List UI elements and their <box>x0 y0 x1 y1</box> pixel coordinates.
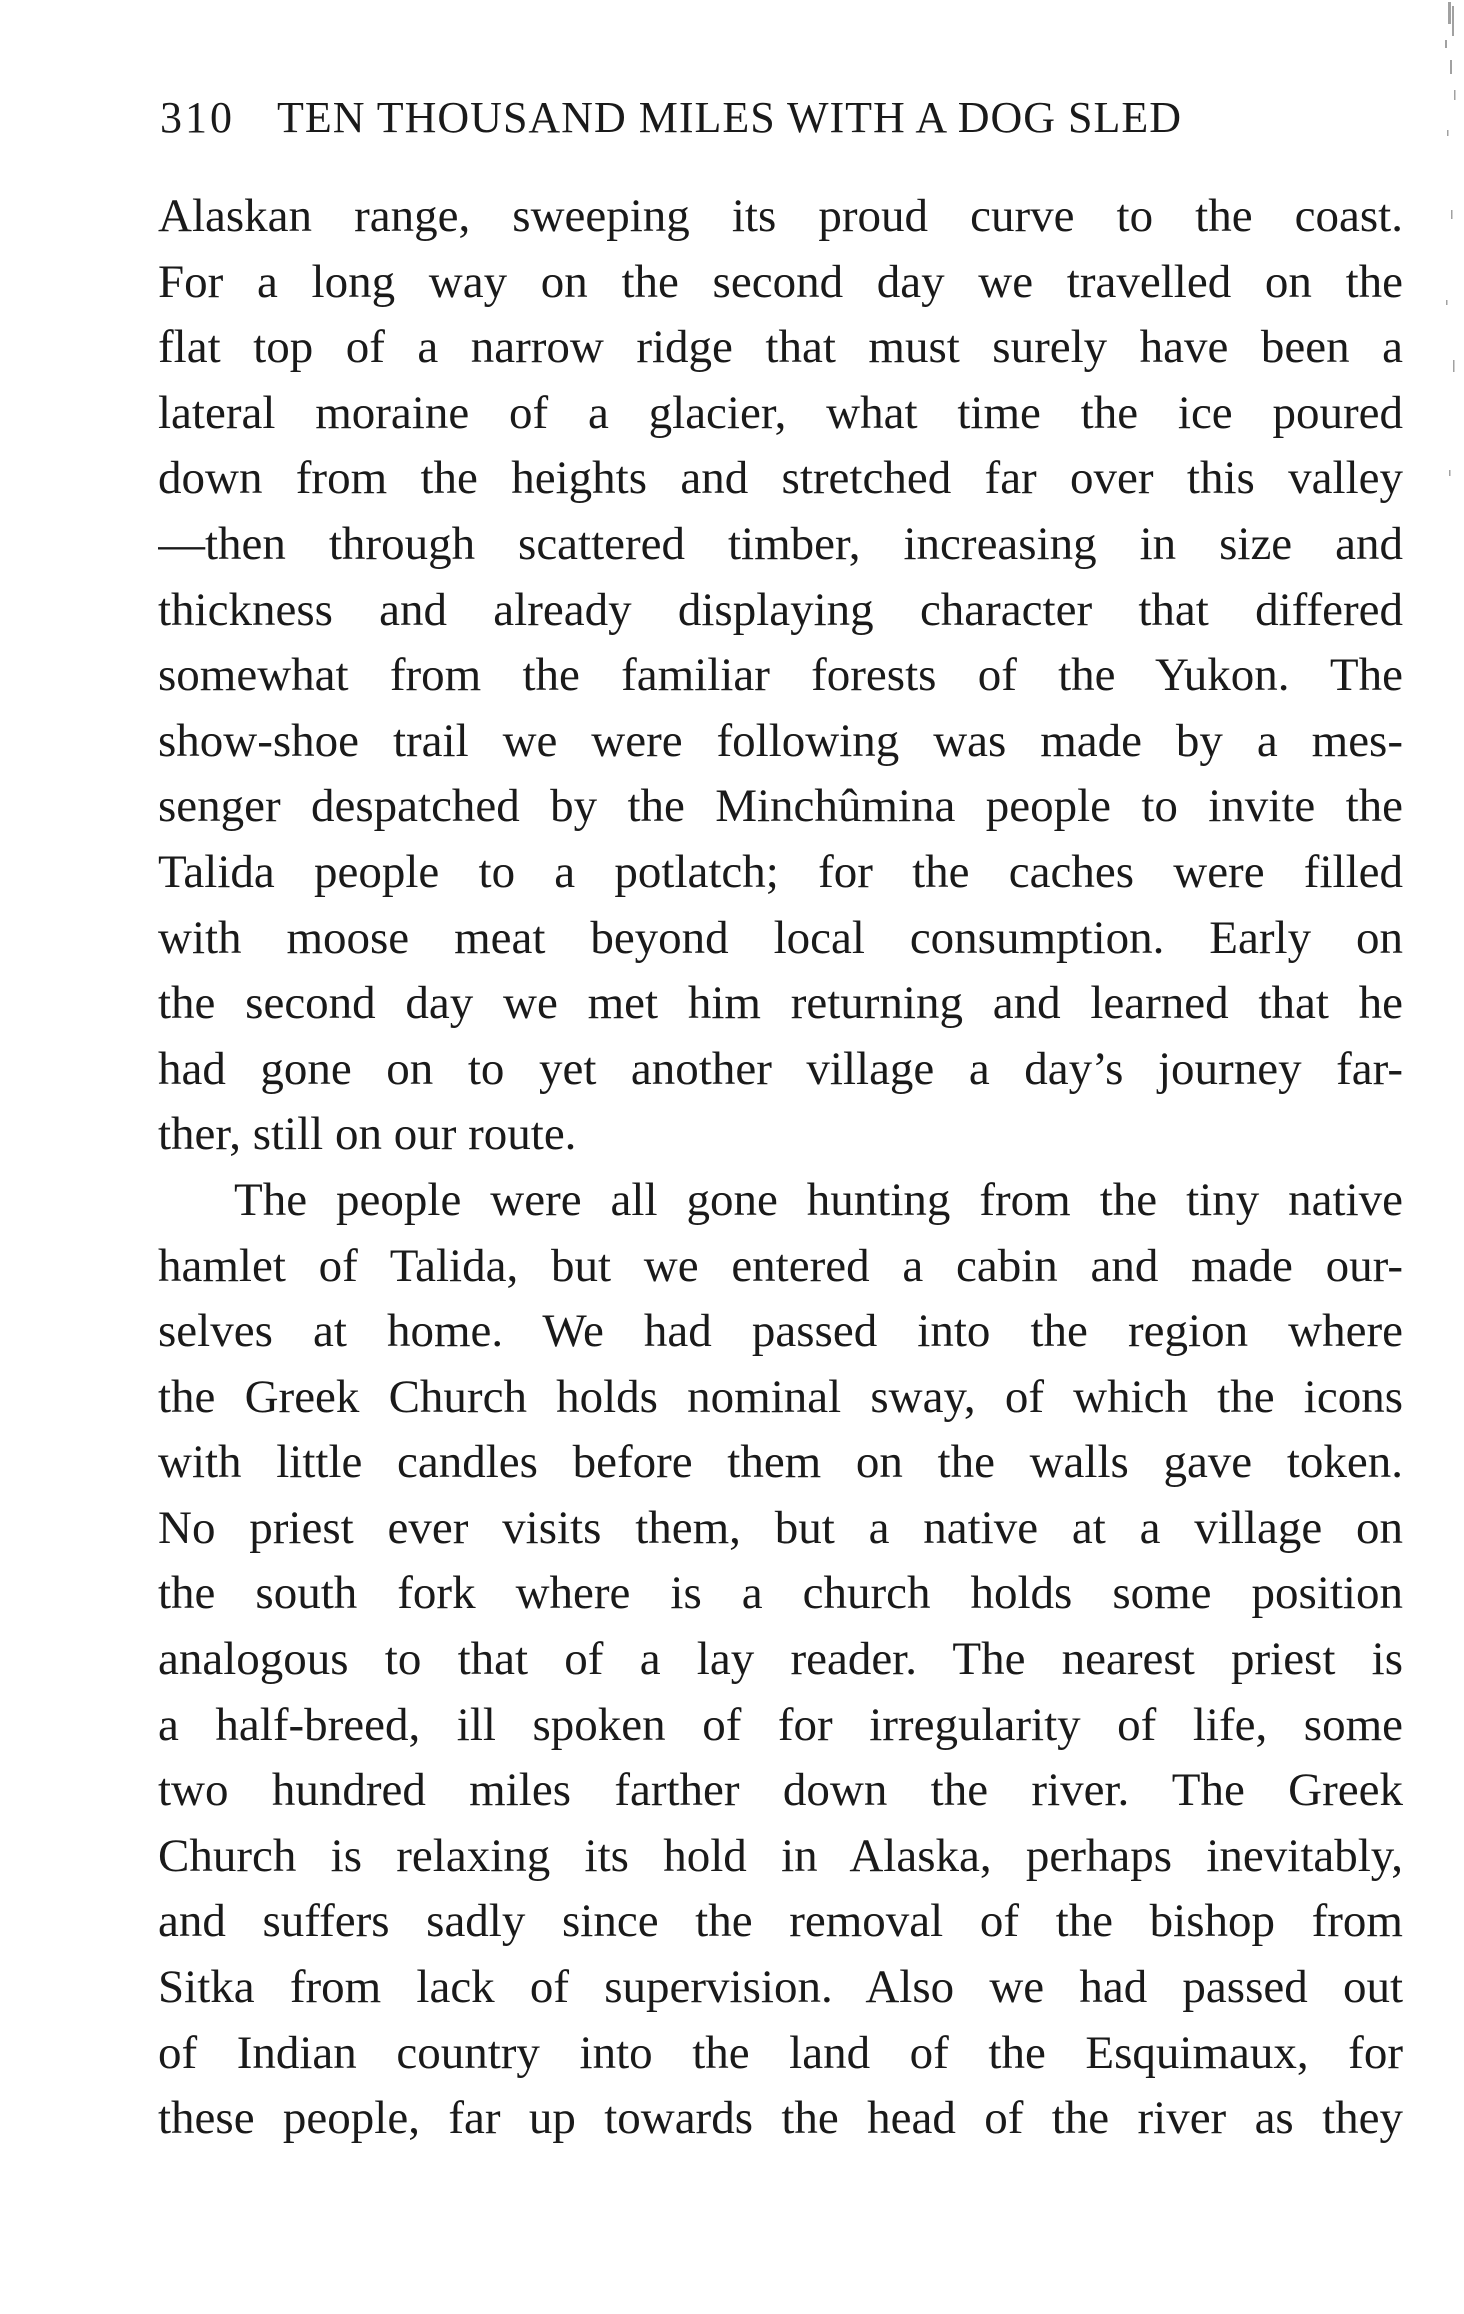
text-line: —then through scattered timber, increasing in size and <box>158 517 1403 570</box>
body-text <box>158 184 1403 2152</box>
text-line: two hundred miles farther down the river. The Greek <box>158 1764 1403 1817</box>
text-line: ther, still on our route. <box>158 1108 577 1161</box>
text-line: and suffers sadly since the removal of the bishop from <box>158 1895 1403 1948</box>
text-line: No priest ever visits them, but a native at a village on <box>158 1501 1403 1554</box>
text-line: with little candles before them on the walls gave token. <box>158 1436 1403 1489</box>
text-line: thickness and already displaying character that differed <box>158 583 1403 636</box>
paragraph-1 <box>158 184 1403 1168</box>
text-line: Sitka from lack of supervision. Also we had passed out <box>158 1961 1403 2014</box>
text-line: had gone on to yet another village a day’s journey far- <box>158 1042 1403 1095</box>
running-title: TEN THOUSAND MILES WITH A DOG SLED <box>277 93 1183 142</box>
text-line: of Indian country into the land of the Esquimaux, for <box>158 2026 1403 2079</box>
text-line: flat top of a narrow ridge that must surely have been a <box>158 321 1403 374</box>
text-line: senger despatched by the Minchûmina people to invite the <box>158 780 1403 833</box>
text-line: lateral moraine of a glacier, what time the ice poured <box>158 386 1403 439</box>
running-head <box>160 88 1400 148</box>
text-line: selves at home. We had passed into the region where <box>158 1305 1403 1358</box>
text-line: The people were all gone hunting from the tiny native <box>234 1173 1403 1226</box>
text-line: these people, far up towards the head of the river as they <box>158 2092 1403 2145</box>
text-line: Talida people to a potlatch; for the caches were filled <box>158 845 1403 898</box>
text-line: with moose meat beyond local consumption. Early on <box>158 911 1403 964</box>
text-line: somewhat from the familiar forests of the Yukon. The <box>158 649 1403 702</box>
text-line: analogous to that of a lay reader. The nearest priest is <box>158 1633 1403 1686</box>
text-line: down from the heights and stretched far over this valley <box>158 452 1403 505</box>
text-line: the south fork where is a church holds some position <box>158 1567 1403 1620</box>
page-number: 310 <box>160 93 235 142</box>
text-line: Alaskan range, sweeping its proud curve to the coast. <box>158 190 1403 242</box>
text-line: For a long way on the second day we travelled on the <box>158 255 1403 308</box>
text-line: show-shoe trail we were following was made by a mes- <box>158 714 1403 767</box>
text-line: the second day we met him returning and learned that he <box>158 977 1403 1030</box>
text-line: a half-breed, ill spoken of for irregularity of life, some <box>158 1698 1403 1751</box>
page-edge-specks <box>1420 0 1460 600</box>
text-line: the Greek Church holds nominal sway, of which the icons <box>158 1370 1403 1423</box>
paragraph-2 <box>158 1168 1403 2152</box>
text-line: hamlet of Talida, but we entered a cabin and made our- <box>158 1239 1403 1292</box>
text-line: Church is relaxing its hold in Alaska, perhaps inevitably, <box>158 1829 1403 1882</box>
